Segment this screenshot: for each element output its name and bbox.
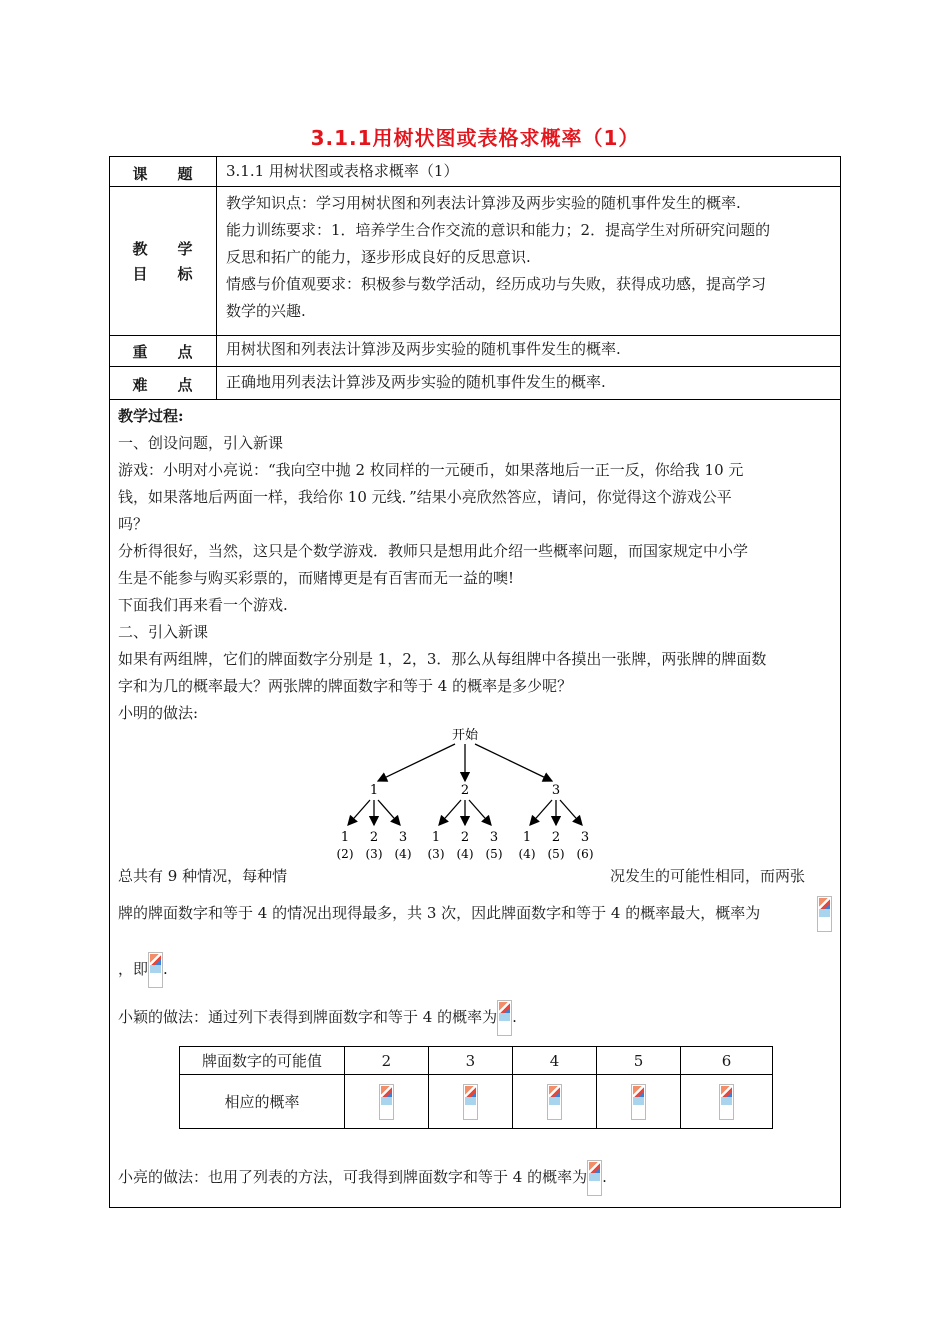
table-cell: 5: [596, 1047, 680, 1075]
goals-line: 教学知识点：学习用树状图和列表法计算涉及两步实验的随机事件发生的概率.: [226, 194, 741, 212]
tree-sum: (5): [485, 847, 503, 861]
key-label: 重 点: [132, 343, 193, 361]
topic-label: 课 题: [132, 165, 193, 183]
tree-leaf: 2: [369, 830, 379, 845]
tree-node-1: 1: [369, 783, 379, 798]
fraction-image: [587, 1160, 602, 1196]
xiaoying-suffix: .: [512, 1008, 517, 1026]
difficult-label: 难 点: [132, 376, 193, 394]
fraction-image: [547, 1084, 562, 1120]
after-tree-line1-left: 总共有 9 种情况，每种情: [118, 867, 288, 885]
goals-line: 能力训练要求：1．培养学生合作交流的意识和能力；2．提高学生对所研究问题的: [226, 221, 771, 239]
key-value: 用树状图和列表法计算涉及两步实验的随机事件发生的概率.: [226, 340, 621, 358]
difficult-value: 正确地用列表法计算涉及两步实验的随机事件发生的概率.: [226, 373, 606, 391]
process-line: 钱，如果落地后两面一样，我给你 10 元线．”结果小亮欣然答应，请问，你觉得这个游戏公平: [118, 488, 732, 506]
tree-edge: [560, 800, 582, 825]
tree-edge: [439, 800, 461, 825]
tree-leaf: 3: [580, 830, 590, 845]
process-body: [118, 430, 834, 727]
table-header-cell: 相应的概率: [180, 1075, 345, 1129]
column-divider: [216, 156, 217, 400]
table-cell: 6: [681, 1047, 773, 1075]
topic-value: 3.1.1 用树状图或表格求概率（1）: [226, 162, 459, 180]
tree-sum: (6): [576, 847, 594, 861]
tree-edge: [378, 800, 400, 825]
goals-text: [226, 190, 834, 325]
table-cell: [344, 1075, 428, 1129]
table-cell: [596, 1075, 680, 1129]
table-row: [180, 1047, 773, 1075]
tree-edge: [348, 800, 370, 825]
table-row: [180, 1075, 773, 1129]
tree-node-2: 2: [460, 783, 470, 798]
tree-diagram: [330, 724, 620, 864]
page-title: 3.1.1用树状图或表格求概率（1）: [310, 126, 640, 150]
after-tree-line2: [118, 900, 818, 927]
xiaoliang-line: [118, 1160, 834, 1196]
process-line: 下面我们再来看一个游戏.: [118, 596, 288, 614]
tree-leaf: 1: [340, 830, 350, 845]
line3-prefix: ，即: [118, 960, 149, 978]
fraction-image: [817, 896, 832, 932]
tree-leaf: 3: [489, 830, 499, 845]
tree-sum: (4): [394, 847, 412, 861]
table-cell: [681, 1075, 773, 1129]
table-cell: 2: [344, 1047, 428, 1075]
fraction-image: [148, 952, 163, 988]
table-cell: [428, 1075, 512, 1129]
tree-sum: (3): [427, 847, 445, 861]
tree-edge: [475, 744, 552, 781]
goals-line: 数学的兴趣.: [226, 302, 306, 320]
fraction-image: [497, 1000, 512, 1036]
xiaoying-text: 小颖的做法：通过列下表得到牌面数字和等于 4 的概率为: [118, 1008, 498, 1026]
xiaoying-line: [118, 1000, 834, 1036]
xiaoliang-suffix: .: [602, 1168, 607, 1186]
after-tree-line3: [118, 952, 834, 988]
process-line: 游戏：小明对小亮说：“我向空中抛 2 枚同样的一元硬币，如果落地后一正一反，你给我 10 元: [118, 461, 744, 479]
fraction-image: [379, 1084, 394, 1120]
tree-leaf: 1: [431, 830, 441, 845]
goals-line: 情感与价值观要求：积极参与数学活动，经历成功与失败，获得成功感，提高学习: [226, 275, 767, 293]
after-tree-line2-text: 牌的牌面数字和等于 4 的情况出现得最多，共 3 次，因此牌面数字和等于 4 的概率最大，概率为: [118, 904, 761, 922]
tree-sum: (5): [547, 847, 565, 861]
tree-leaf: 3: [398, 830, 408, 845]
process-line: 一、创设问题，引入新课: [118, 434, 284, 452]
xiaoliang-text: 小亮的做法：也用了列表的方法，可我得到牌面数字和等于 4 的概率为: [118, 1168, 588, 1186]
after-tree-line1-right: 况发生的可能性相同，而两张: [610, 867, 806, 885]
table-cell: 3: [428, 1047, 512, 1075]
tree-leaf: 2: [551, 830, 561, 845]
goals-label-1: 教 学: [132, 240, 193, 258]
tree-sum: (4): [456, 847, 474, 861]
process-line: 吗？: [118, 515, 149, 533]
line3-suffix: .: [163, 960, 168, 978]
tree-root: 开始: [451, 728, 479, 743]
goals-label-2: 目 标: [132, 265, 193, 283]
probability-table: [179, 1046, 773, 1129]
tree-sum: (3): [365, 847, 383, 861]
goals-line: 反思和拓广的能力，逐步形成良好的反思意识.: [226, 248, 531, 266]
tree-edge: [530, 800, 552, 825]
table-cell: [512, 1075, 596, 1129]
tree-node-3: 3: [551, 783, 561, 798]
process-line: 分析得很好，当然，这只是个数学游戏．教师只是想用此介绍一些概率问题，而国家规定中小学: [118, 542, 749, 560]
process-line: 二、引入新课: [118, 623, 209, 641]
tree-leaf: 2: [460, 830, 470, 845]
process-heading: 教学过程:: [118, 407, 184, 425]
process-line: 小明的做法:: [118, 704, 199, 722]
tree-edge: [378, 744, 455, 781]
tree-edge: [469, 800, 491, 825]
tree-sum: (4): [518, 847, 536, 861]
tree-leaf: 1: [522, 830, 532, 845]
fraction-image: [463, 1084, 478, 1120]
fraction-image: [631, 1084, 646, 1120]
tree-sum: (2): [336, 847, 354, 861]
fraction-image: [719, 1084, 734, 1120]
table-cell: 4: [512, 1047, 596, 1075]
process-line: 生是不能参与购买彩票的，而赌博更是有百害而无一益的噢!: [118, 569, 515, 587]
process-line: 字和为几的概率最大？两张牌的牌面数字和等于 4 的概率是多少呢？: [118, 677, 573, 695]
process-line: 如果有两组牌，它们的牌面数字分别是 1，2，3．那么从每组牌中各摸出一张牌，两张牌的牌面数: [118, 650, 767, 668]
table-header-cell: 牌面数字的可能值: [180, 1047, 345, 1075]
